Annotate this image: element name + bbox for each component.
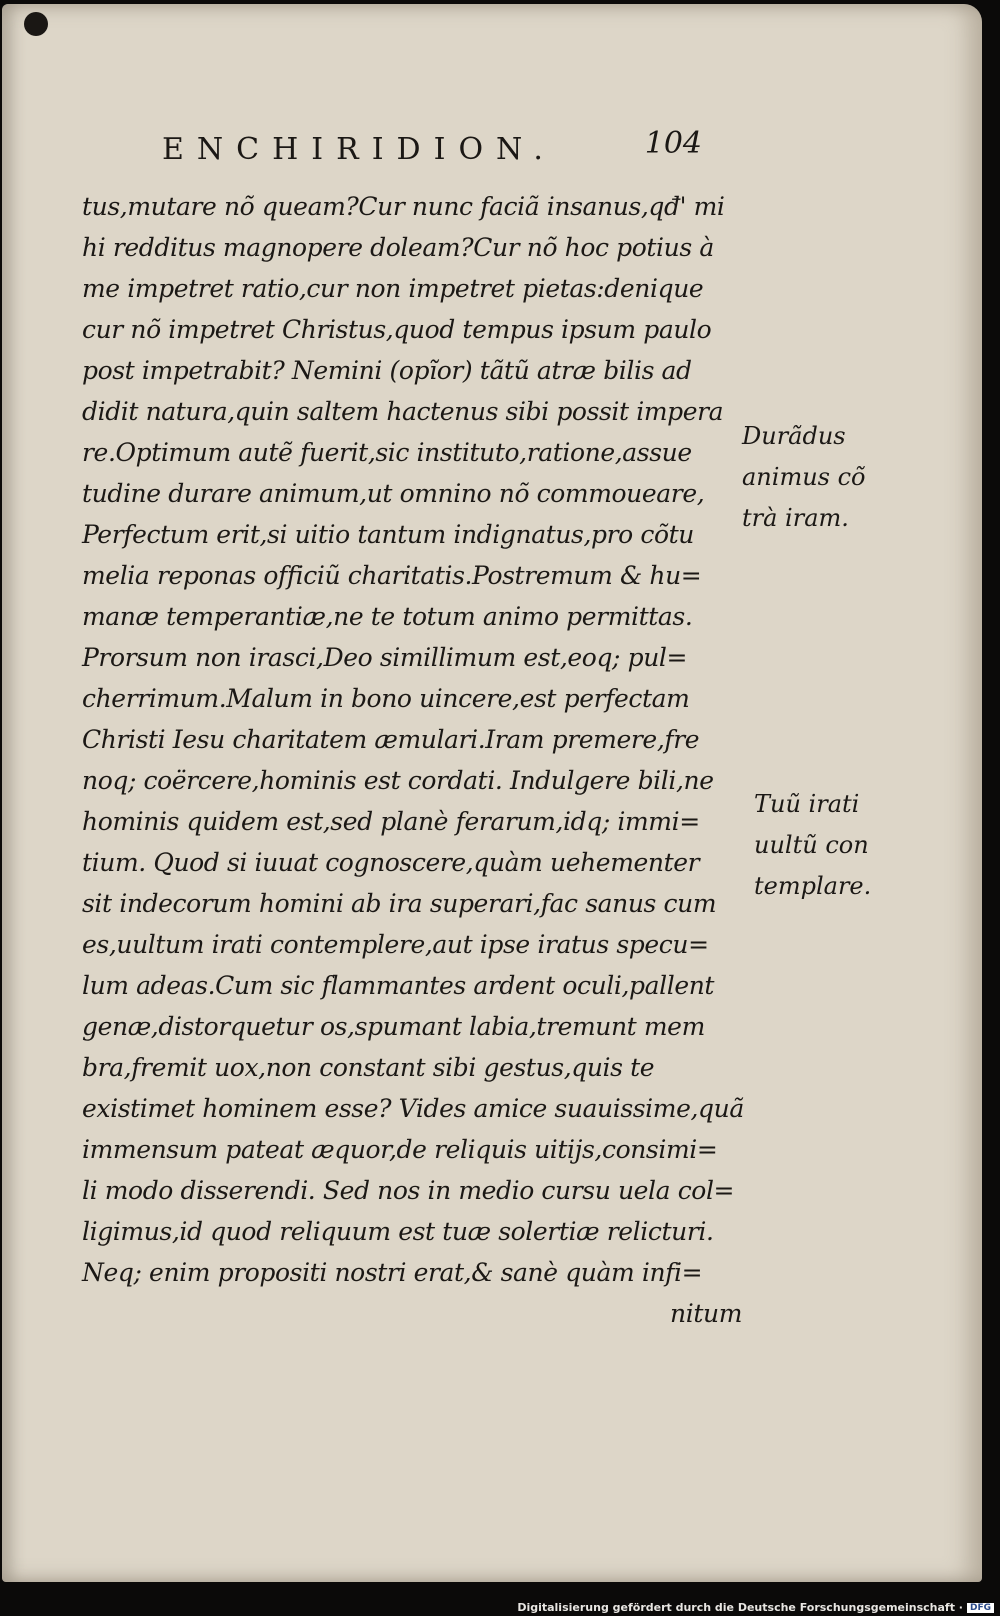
text-line: li modo disserendi. Sed nos in medio cursu uela col= bbox=[82, 1176, 735, 1205]
text-line: me impetret ratio,cur non impetret pietas:denique bbox=[82, 274, 704, 303]
book-page bbox=[2, 4, 982, 1582]
text-line: es,uultum irati contemplere,aut ipse iratus specu= bbox=[82, 930, 709, 959]
text-line: Perfectum erit,si uitio tantum indignatus,pro cõtu bbox=[82, 520, 694, 549]
text-line: bra,fremit uox,non constant sibi gestus,quis te bbox=[82, 1053, 655, 1082]
text-line: cherrimum.Malum in bono uincere,est perfectam bbox=[82, 684, 690, 713]
credit-text: Digitalisierung gefördert durch die Deutsche Forschungsgemeinschaft · bbox=[517, 1601, 963, 1614]
text-line: noq; coërcere,hominis est cordati. Indulgere bili,ne bbox=[82, 766, 714, 795]
marginal-note-durandus bbox=[742, 416, 866, 539]
text-line: genæ,distorquetur os,spumant labia,tremunt mem bbox=[82, 1012, 705, 1041]
text-line: tudine durare animum,ut omnino nõ commoueare, bbox=[82, 479, 705, 508]
text-line: hominis quidem est,sed planè ferarum,idq; immi= bbox=[82, 807, 700, 836]
text-line: Christi Iesu charitatem æmulari.Iram premere,fre bbox=[82, 725, 700, 754]
text-line: post impetrabit? Nemini (opĩor) tãtũ atræ bilis ad bbox=[82, 356, 692, 385]
dfg-logo: DFG bbox=[967, 1603, 994, 1613]
digitization-credit bbox=[517, 1601, 994, 1614]
text-line: tium. Quod si iuuat cognoscere,quàm uehementer bbox=[82, 848, 700, 877]
text-line: existimet hominem esse? Vides amice suauissime,quã bbox=[82, 1094, 744, 1123]
catchword-line: nitum bbox=[670, 1299, 742, 1328]
text-line: immensum pateat æquor,de reliquis uitijs,consimi= bbox=[82, 1135, 718, 1164]
running-title: ENCHIRIDION. bbox=[162, 132, 556, 167]
binding-mark bbox=[24, 12, 48, 36]
note-line: templare. bbox=[754, 872, 872, 900]
text-line: Prorsum non irasci,Deo simillimum est,eoq; pul= bbox=[82, 643, 688, 672]
text-line: manæ temperantiæ,ne te totum animo permittas. bbox=[82, 602, 693, 631]
text-line: ligimus,id quod reliquum est tuæ solertiæ relicturi. bbox=[82, 1217, 714, 1246]
text-line: Neq; enim propositi nostri erat,& sanè quàm infi= bbox=[82, 1258, 703, 1287]
text-line: sit indecorum homini ab ira superari,fac sanus cum bbox=[82, 889, 717, 918]
folio-number: 104 bbox=[644, 126, 702, 161]
note-line: uultũ con bbox=[754, 831, 869, 859]
text-line: hi redditus magnopere doleam?Cur nõ hoc potius à bbox=[82, 233, 714, 262]
note-line: animus cõ bbox=[742, 463, 866, 491]
note-line: Durãdus bbox=[742, 422, 846, 450]
text-line: cur nõ impetret Christus,quod tempus ipsum paulo bbox=[82, 315, 712, 344]
page-header bbox=[162, 126, 702, 172]
text-line: re.Optimum autẽ fuerit,sic instituto,ratione,assue bbox=[82, 438, 692, 467]
text-line: lum adeas.Cum sic flammantes ardent oculi,pallent bbox=[82, 971, 715, 1000]
marginal-note-irati bbox=[754, 784, 871, 907]
text-line: melia reponas officiũ charitatis.Postremum & hu= bbox=[82, 561, 702, 590]
text-line: didit natura,quin saltem hactenus sibi possit impera bbox=[82, 397, 724, 426]
note-line: Tuũ irati bbox=[754, 790, 860, 818]
body-text bbox=[82, 186, 762, 1334]
text-line: tus,mutare nõ queam?Cur nunc faciã insanus,qđ' mi bbox=[82, 192, 725, 221]
note-line: trà iram. bbox=[742, 504, 849, 532]
